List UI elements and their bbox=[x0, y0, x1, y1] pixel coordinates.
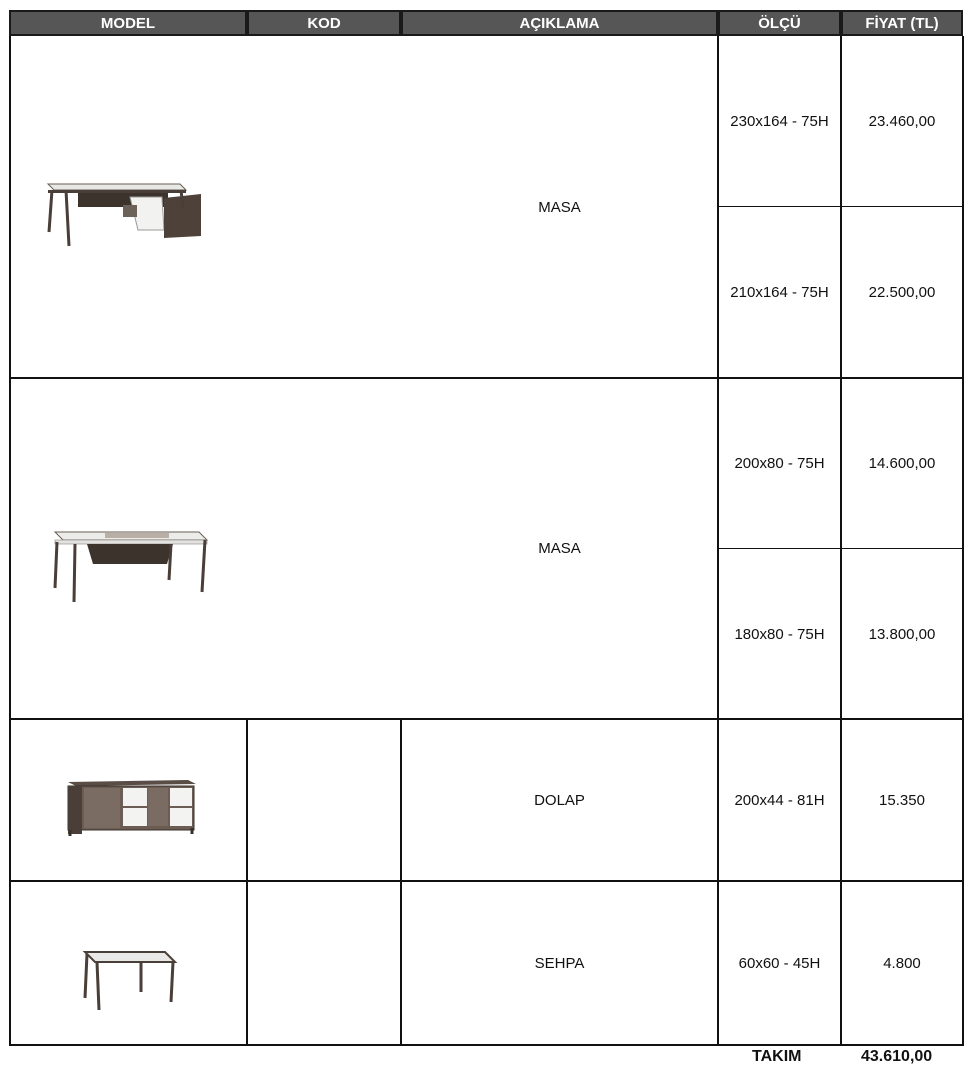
row3-aciklama-text: DOLAP bbox=[534, 791, 585, 809]
row1-fiyat-2 bbox=[841, 207, 963, 378]
grid-left bbox=[9, 36, 11, 1046]
header-fiyat bbox=[841, 10, 963, 36]
header-aciklama-label: AÇIKLAMA bbox=[519, 14, 600, 32]
row2-aciklama-text: MASA bbox=[538, 540, 581, 557]
row4-olcu-text: 60x60 - 45H bbox=[738, 954, 821, 972]
desk-icon bbox=[45, 520, 215, 610]
row2-olcu-2-text: 180x80 - 75H bbox=[734, 626, 825, 643]
header-olcu-label: ÖLÇÜ bbox=[758, 14, 801, 32]
row4-kod bbox=[247, 881, 401, 1045]
row2-fiyat-1-text: 14.600,00 bbox=[868, 455, 936, 472]
row2-fiyat-2 bbox=[841, 549, 963, 720]
row2-olcu-2 bbox=[718, 549, 841, 720]
row2-aciklama bbox=[401, 378, 718, 719]
row2-fiyat-2-text: 13.800,00 bbox=[868, 626, 936, 643]
row1-olcu-1-text: 230x164 - 75H bbox=[730, 113, 829, 130]
row4-fiyat-text: 4.800 bbox=[883, 954, 921, 972]
row3-kod bbox=[247, 719, 401, 881]
row1-olcu-2 bbox=[718, 207, 841, 378]
row4-aciklama-text: SEHPA bbox=[534, 954, 585, 972]
row2-olcu-1 bbox=[718, 378, 841, 549]
row1-aciklama-text: MASA bbox=[538, 198, 581, 216]
row4-aciklama bbox=[401, 881, 718, 1045]
header-model bbox=[9, 10, 247, 36]
header-kod bbox=[247, 10, 401, 36]
row1-olcu-2-text: 210x164 - 75H bbox=[730, 284, 829, 301]
coffee-table-icon bbox=[75, 940, 185, 1020]
row1-aciklama bbox=[401, 36, 718, 378]
row3-fiyat-text: 15.350 bbox=[879, 791, 925, 809]
cabinet-icon bbox=[60, 770, 205, 840]
row1-fiyat-1-text: 23.460,00 bbox=[868, 113, 936, 130]
total-value: 43.610,00 bbox=[861, 1048, 933, 1065]
executive-desk-icon bbox=[40, 170, 210, 255]
header-olcu bbox=[718, 10, 841, 36]
row1-fiyat-2-text: 22.500,00 bbox=[868, 284, 936, 301]
total-label: TAKIM bbox=[752, 1048, 802, 1065]
row3-aciklama bbox=[401, 719, 718, 881]
row1-olcu-1 bbox=[718, 36, 841, 207]
row3-olcu-text: 200x44 - 81H bbox=[734, 791, 825, 809]
header-model-label: MODEL bbox=[100, 14, 156, 32]
header-kod-label: KOD bbox=[307, 14, 341, 32]
header-aciklama bbox=[401, 10, 718, 36]
row2-olcu-1-text: 200x80 - 75H bbox=[734, 455, 825, 472]
row1-fiyat-1 bbox=[841, 36, 963, 207]
row4-olcu bbox=[718, 881, 841, 1045]
row4-fiyat bbox=[841, 881, 963, 1045]
header-fiyat-label: FİYAT (TL) bbox=[865, 14, 939, 32]
row2-fiyat-1 bbox=[841, 378, 963, 549]
row3-fiyat bbox=[841, 719, 963, 881]
row3-olcu bbox=[718, 719, 841, 881]
